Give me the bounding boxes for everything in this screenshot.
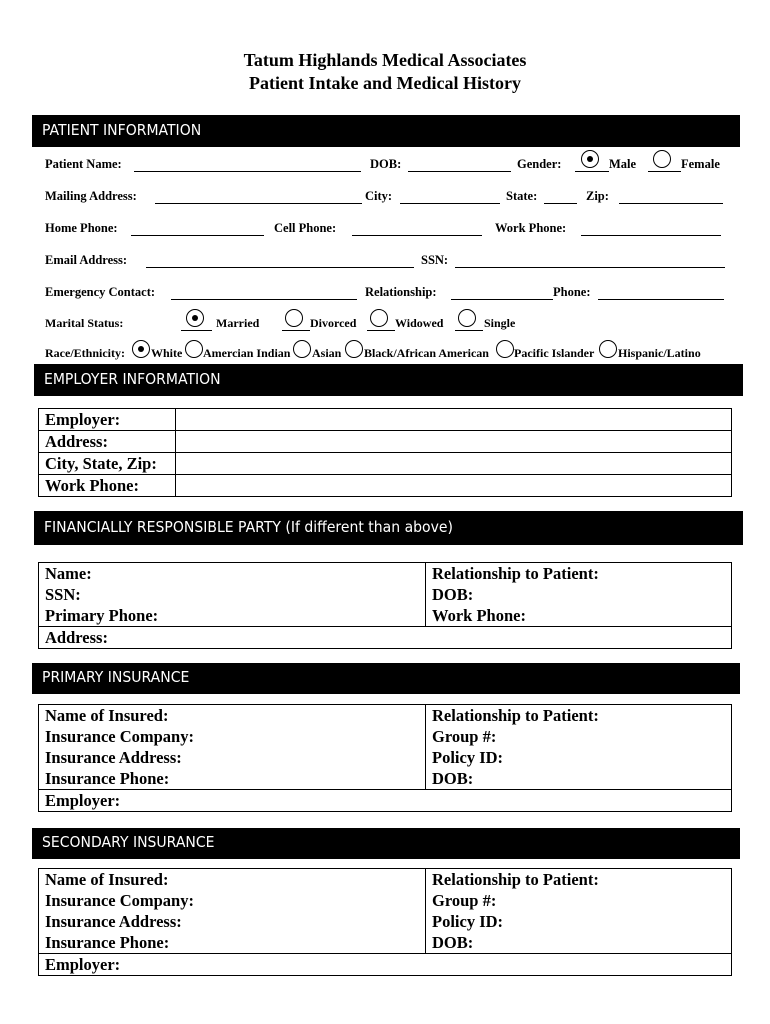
mailing-address-field[interactable] [155, 203, 362, 204]
primary-policy-label[interactable]: Policy ID: [426, 747, 732, 768]
secondary-phone-label[interactable]: Insurance Phone: [39, 932, 426, 954]
financial-name-label[interactable]: Name: [39, 563, 426, 585]
secondary-insurance-table [38, 868, 732, 976]
form-subtitle: Patient Intake and Medical History [249, 73, 521, 93]
dob-label: DOB: [370, 157, 402, 171]
patient-name-field[interactable] [134, 171, 361, 172]
financial-dob-label[interactable]: DOB: [426, 584, 732, 605]
marital-widowed-radio[interactable] [370, 309, 388, 327]
employer-label: Employer: [39, 409, 176, 431]
secondary-group-label[interactable]: Group #: [426, 890, 732, 911]
section-header-secondary-insurance: SECONDARY INSURANCE [32, 828, 740, 859]
form-title: Tatum Highlands Medical Associates [243, 50, 527, 70]
financial-relationship-label[interactable]: Relationship to Patient: [426, 563, 732, 585]
employer-table [38, 408, 732, 497]
ssn-label: SSN: [421, 253, 449, 267]
gender-male-underline [575, 171, 609, 172]
marital-divorced-radio[interactable] [285, 309, 303, 327]
city-label: City: [365, 189, 393, 203]
single-underline [455, 330, 483, 331]
employer-phone-row [39, 475, 732, 497]
race-pacific-islander-label: Pacific Islander [514, 346, 595, 360]
row-mailing [45, 189, 725, 209]
email-field[interactable] [146, 267, 414, 268]
section-header-patient-info: PATIENT INFORMATION [32, 115, 740, 147]
marital-widowed-label: Widowed [395, 316, 444, 330]
race-white-radio[interactable] [132, 340, 150, 358]
race-asian-label: Asian [312, 346, 342, 360]
emergency-phone-field[interactable] [598, 299, 724, 300]
mailing-address-label: Mailing Address: [45, 189, 137, 203]
employer-city-field[interactable] [176, 453, 732, 475]
gender-male-label: Male [609, 157, 637, 171]
employer-address-row [39, 431, 732, 453]
row-marital [45, 316, 725, 336]
marital-status-label: Marital Status: [45, 316, 124, 330]
secondary-address-label[interactable]: Insurance Address: [39, 911, 426, 932]
secondary-company-label[interactable]: Insurance Company: [39, 890, 426, 911]
primary-phone-label[interactable]: Insurance Phone: [39, 768, 426, 790]
race-asian-radio[interactable] [293, 340, 311, 358]
financial-work-phone-label[interactable]: Work Phone: [426, 605, 732, 627]
zip-field[interactable] [619, 203, 723, 204]
relationship-field[interactable] [451, 299, 553, 300]
employer-city-label: City, State, Zip: [39, 453, 176, 475]
race-american-indian-radio[interactable] [185, 340, 203, 358]
work-phone-field[interactable] [581, 235, 721, 236]
secondary-relationship-label[interactable]: Relationship to Patient: [426, 869, 732, 891]
section-header-financial: FINANCIALLY RESPONSIBLE PARTY (If different than above) [34, 511, 743, 545]
primary-address-label[interactable]: Insurance Address: [39, 747, 426, 768]
row-email-ssn [45, 253, 725, 273]
cell-phone-field[interactable] [352, 235, 482, 236]
secondary-dob-label[interactable]: DOB: [426, 932, 732, 954]
gender-female-underline [648, 171, 681, 172]
primary-group-label[interactable]: Group #: [426, 726, 732, 747]
employer-phone-label: Work Phone: [39, 475, 176, 497]
section-header-employer-info: EMPLOYER INFORMATION [34, 364, 743, 396]
married-underline [181, 330, 212, 331]
home-phone-label: Home Phone: [45, 221, 118, 235]
employer-address-label: Address: [39, 431, 176, 453]
row-name-dob-gender [45, 157, 725, 177]
employer-row [39, 409, 732, 431]
cell-phone-label: Cell Phone: [274, 221, 337, 235]
city-field[interactable] [400, 203, 500, 204]
emergency-contact-label: Emergency Contact: [45, 285, 156, 299]
gender-male-radio[interactable] [581, 150, 599, 168]
primary-insurance-table [38, 704, 732, 812]
primary-relationship-label[interactable]: Relationship to Patient: [426, 705, 732, 727]
race-american-indian-label: Amercian Indian [203, 346, 291, 360]
race-label: Race/Ethnicity: [45, 346, 125, 360]
financial-address-label[interactable]: Address: [39, 627, 732, 649]
race-black-radio[interactable] [345, 340, 363, 358]
marital-married-label: Married [216, 316, 260, 330]
race-hispanic-radio[interactable] [599, 340, 617, 358]
marital-single-label: Single [484, 316, 516, 330]
primary-company-label[interactable]: Insurance Company: [39, 726, 426, 747]
race-white-label: White [151, 346, 183, 360]
gender-female-radio[interactable] [653, 150, 671, 168]
secondary-name-insured-label[interactable]: Name of Insured: [39, 869, 426, 891]
ssn-field[interactable] [455, 267, 725, 268]
state-label: State: [506, 189, 538, 203]
primary-employer-label[interactable]: Employer: [39, 790, 732, 812]
row-emergency [45, 285, 725, 305]
zip-label: Zip: [586, 189, 609, 203]
race-black-label: Black/African American [364, 346, 489, 360]
relationship-label: Relationship: [365, 285, 437, 299]
section-header-primary-insurance: PRIMARY INSURANCE [32, 663, 740, 694]
employer-city-row [39, 453, 732, 475]
employer-phone-field[interactable] [176, 475, 732, 497]
dob-field[interactable] [408, 171, 511, 172]
row-phones [45, 221, 725, 241]
state-field[interactable] [544, 203, 577, 204]
primary-name-insured-label[interactable]: Name of Insured: [39, 705, 426, 727]
employer-field[interactable] [176, 409, 732, 431]
email-label: Email Address: [45, 253, 128, 267]
financial-ssn-label[interactable]: SSN: [39, 584, 426, 605]
gender-label: Gender: [517, 157, 562, 171]
gender-female-label: Female [681, 157, 720, 171]
marital-married-radio[interactable] [186, 309, 204, 327]
race-hispanic-label: Hispanic/Latino [618, 346, 701, 360]
home-phone-field[interactable] [131, 235, 264, 236]
primary-dob-label[interactable]: DOB: [426, 768, 732, 790]
financial-primary-phone-label[interactable]: Primary Phone: [39, 605, 426, 627]
secondary-employer-label[interactable]: Employer: [39, 954, 732, 976]
employer-address-field[interactable] [176, 431, 732, 453]
race-pacific-islander-radio[interactable] [496, 340, 514, 358]
emergency-phone-label: Phone: [553, 285, 591, 299]
emergency-contact-field[interactable] [171, 299, 357, 300]
financial-table [38, 562, 732, 649]
marital-divorced-label: Divorced [310, 316, 357, 330]
marital-single-radio[interactable] [458, 309, 476, 327]
secondary-policy-label[interactable]: Policy ID: [426, 911, 732, 932]
patient-name-label: Patient Name: [45, 157, 122, 171]
work-phone-label: Work Phone: [495, 221, 567, 235]
divorced-underline [282, 330, 310, 331]
widowed-underline [367, 330, 395, 331]
